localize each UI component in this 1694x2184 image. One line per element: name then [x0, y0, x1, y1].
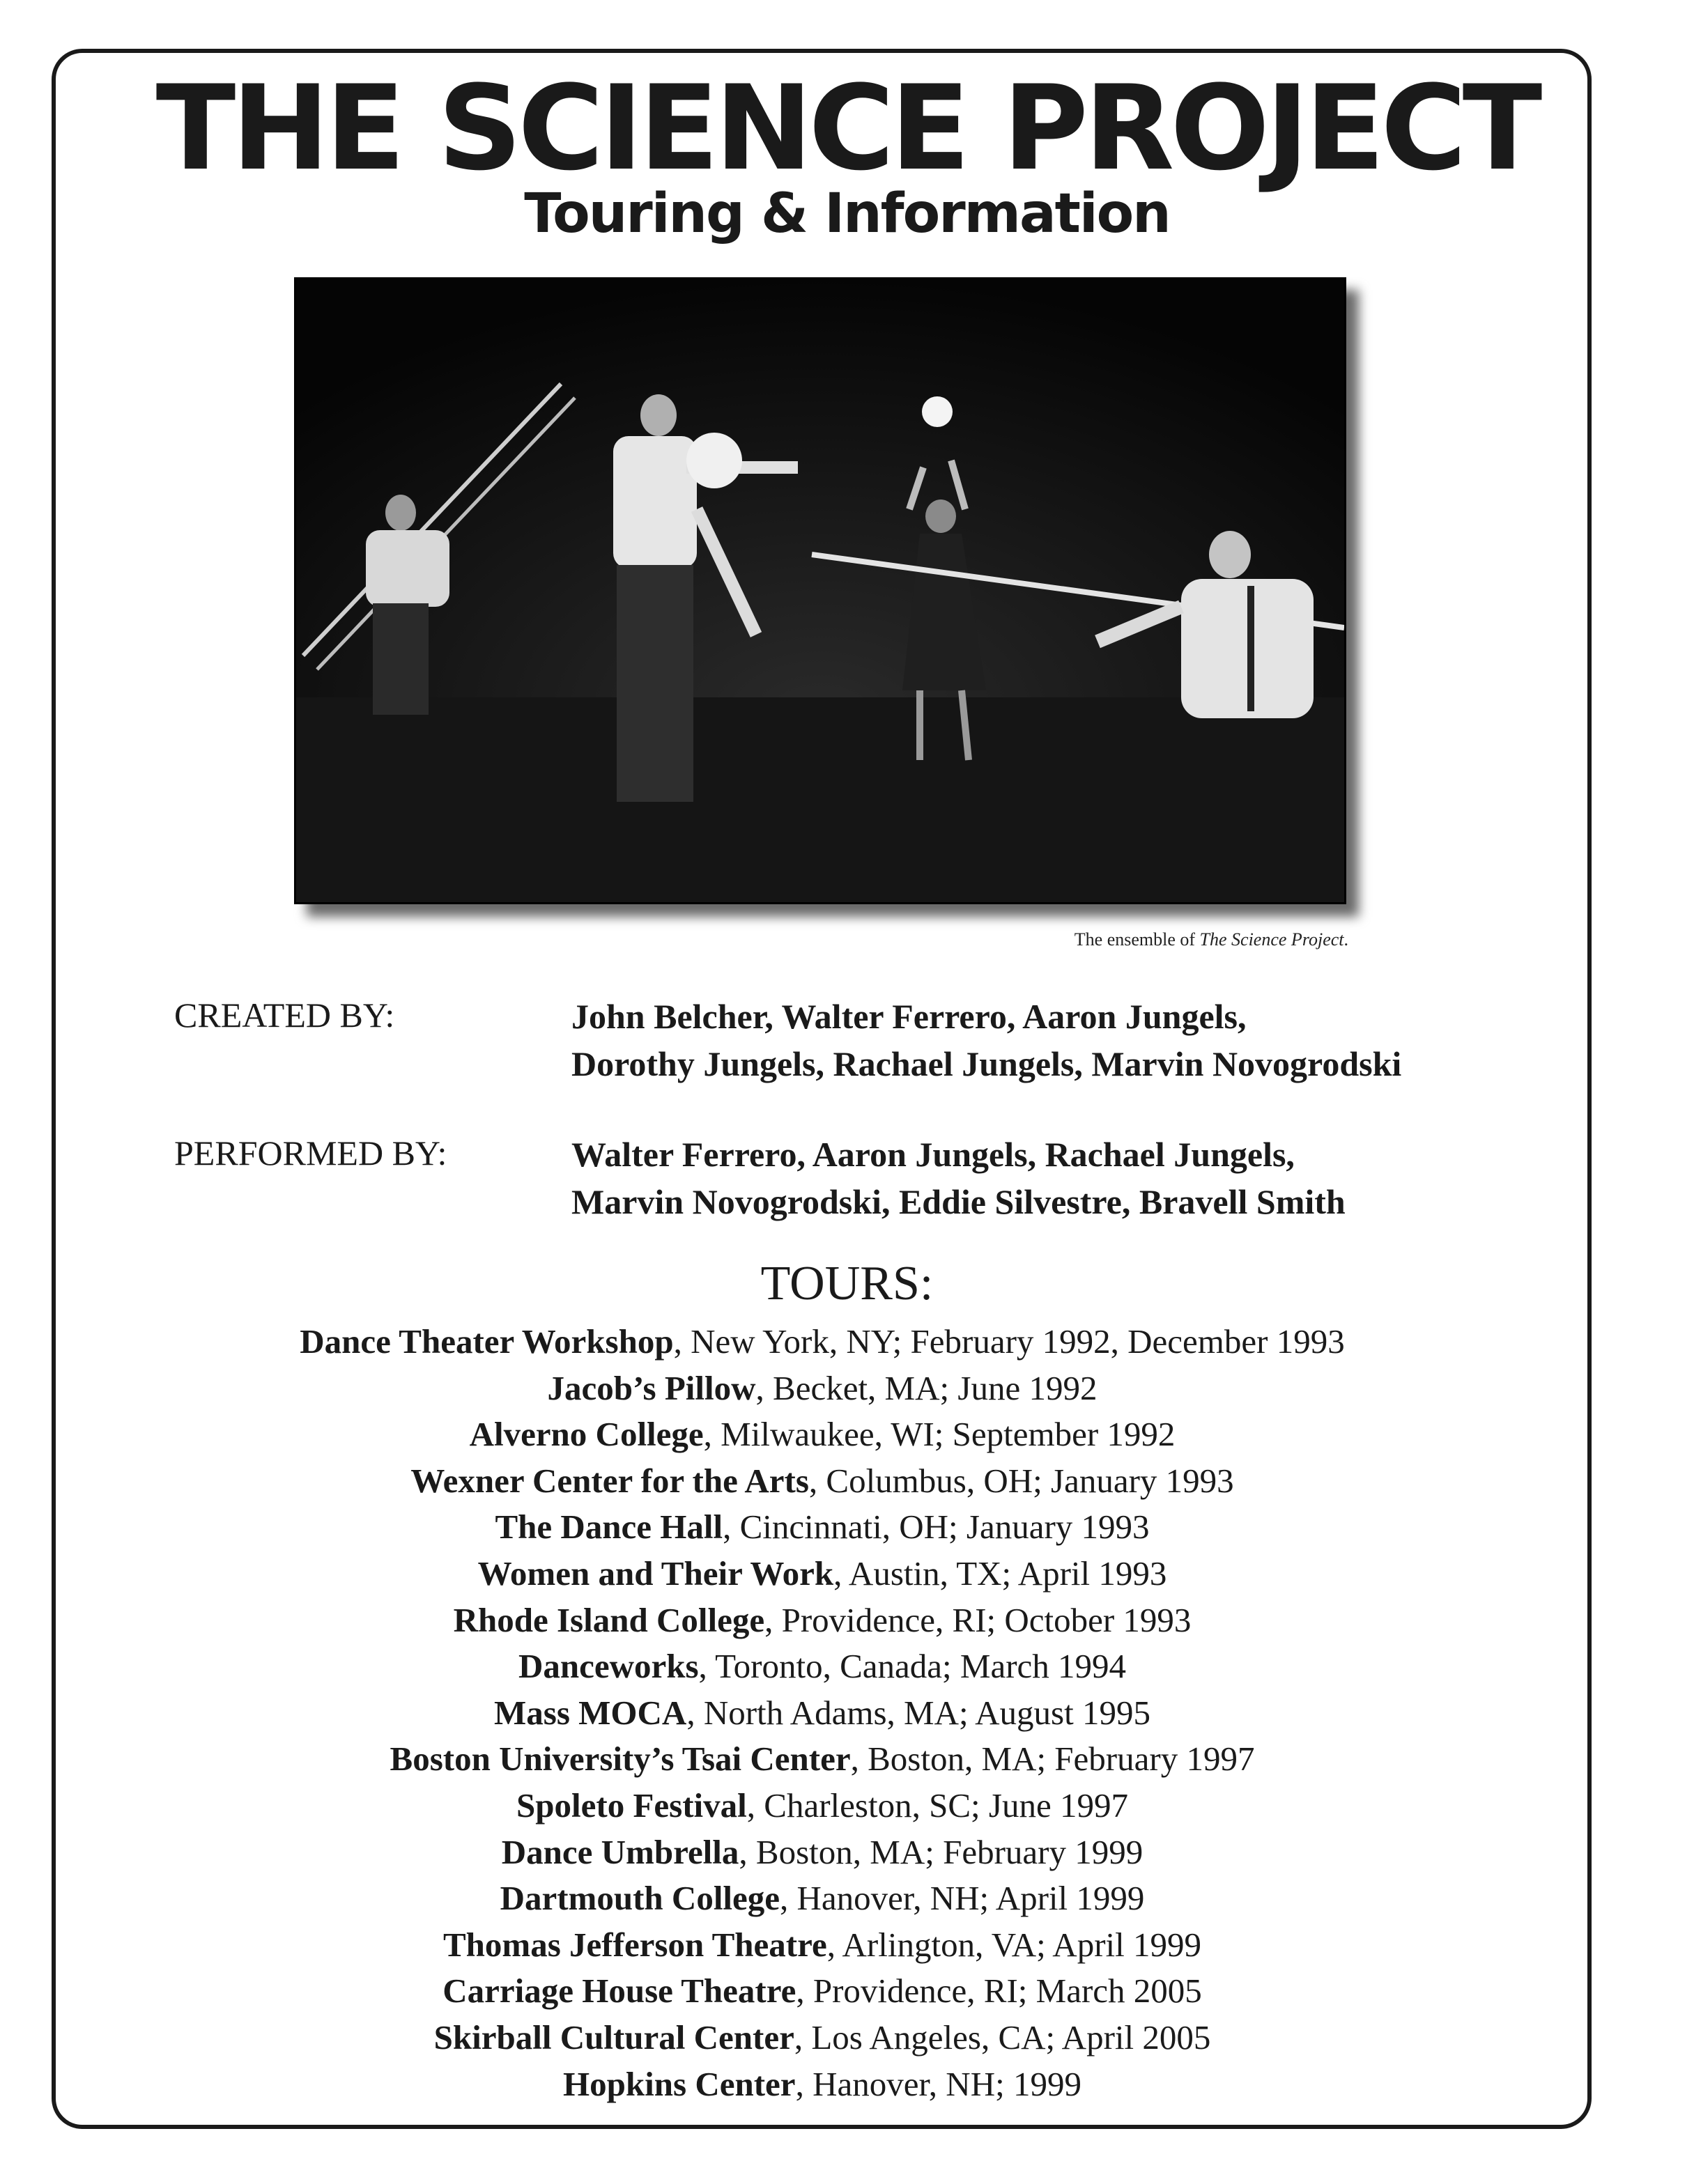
- tour-item: [84, 1411, 1561, 1458]
- tour-item: [84, 2015, 1561, 2061]
- tour-item: [84, 1319, 1561, 1365]
- tour-venue: Danceworks: [518, 1647, 699, 1686]
- caption-suffix: .: [1343, 929, 1348, 950]
- created-by-names: [571, 993, 1401, 1087]
- tour-details: , New York, NY; February 1992, December 1993: [673, 1322, 1345, 1361]
- tour-venue: Dance Umbrella: [501, 1832, 739, 1871]
- performed-by-line-1: Walter Ferrero, Aaron Jungels, Rachael Jungels,: [571, 1135, 1295, 1174]
- tour-venue: Thomas Jefferson Theatre: [442, 1925, 827, 1964]
- tour-item: [84, 1643, 1561, 1690]
- tour-item: [84, 1597, 1561, 1644]
- tour-details: , Providence, RI; March 2005: [796, 1972, 1202, 2011]
- tour-venue: Carriage House Theatre: [442, 1972, 796, 2011]
- tour-details: , Providence, RI; October 1993: [764, 1600, 1192, 1639]
- tour-venue: Dartmouth College: [500, 1879, 780, 1918]
- tour-venue: Hopkins Center: [563, 2064, 796, 2103]
- tour-venue: Rhode Island College: [453, 1600, 765, 1639]
- tour-item: [84, 1736, 1561, 1783]
- tour-item: [84, 2061, 1561, 2108]
- tour-venue: Alverno College: [469, 1415, 704, 1454]
- tour-venue: Wexner Center for the Arts: [410, 1461, 809, 1500]
- tour-venue: The Dance Hall: [495, 1508, 723, 1547]
- tour-item: [84, 1829, 1561, 1876]
- tours-heading: TOURS:: [760, 1257, 934, 1310]
- performed-by-label: PERFORMED BY:: [174, 1133, 447, 1172]
- tour-details: , Cincinnati, OH; January 1993: [723, 1508, 1150, 1547]
- tour-details: , Charleston, SC; June 1997: [746, 1786, 1128, 1825]
- caption-prefix: The ensemble of: [1074, 929, 1200, 950]
- tour-details: , Becket, MA; June 1992: [755, 1368, 1098, 1407]
- tour-details: , Los Angeles, CA; April 2005: [794, 2018, 1211, 2057]
- tour-venue: Boston University’s Tsai Center: [390, 1740, 851, 1779]
- caption-title: The Science Project: [1199, 929, 1344, 950]
- tour-item: [84, 1783, 1561, 1829]
- tour-item: [84, 1504, 1561, 1551]
- tour-venue: Women and Their Work: [477, 1554, 834, 1593]
- page-title: THE SCIENCE PROJECT: [155, 60, 1539, 196]
- tour-details: , Milwaukee, WI; September 1992: [703, 1415, 1176, 1454]
- tour-details: , Arlington, VA; April 1999: [826, 1925, 1201, 1964]
- tour-item: [84, 1690, 1561, 1737]
- tour-venue: Dance Theater Workshop: [300, 1322, 674, 1361]
- tour-details: , Boston, MA; February 1997: [850, 1740, 1255, 1779]
- tour-details: , Austin, TX; April 1993: [833, 1554, 1167, 1593]
- created-by-line-2: Dorothy Jungels, Rachael Jungels, Marvin Novogrodski: [571, 1044, 1402, 1083]
- tour-details: , Hanover, NH; April 1999: [780, 1879, 1145, 1918]
- performed-by-names: [571, 1131, 1346, 1225]
- tours-list: [84, 1319, 1561, 2107]
- tour-details: , Hanover, NH; 1999: [795, 2064, 1081, 2103]
- tour-item: [84, 1365, 1561, 1412]
- photo-caption: [1075, 929, 1348, 950]
- tour-venue: Spoleto Festival: [516, 1786, 747, 1825]
- tour-item: [84, 1551, 1561, 1597]
- created-by-label: CREATED BY:: [174, 996, 395, 1035]
- performed-by-line-2: Marvin Novogrodski, Eddie Silvestre, Bravell Smith: [571, 1182, 1346, 1221]
- tour-details: , Boston, MA; February 1999: [739, 1832, 1144, 1871]
- tour-item: [84, 1875, 1561, 1922]
- tour-details: , Columbus, OH; January 1993: [808, 1461, 1234, 1500]
- tour-item: [84, 1922, 1561, 1969]
- tour-details: , North Adams, MA; August 1995: [686, 1693, 1150, 1732]
- page-subtitle: Touring & Information: [524, 183, 1170, 245]
- tour-item: [84, 1458, 1561, 1505]
- tour-item: [84, 1968, 1561, 2015]
- ensemble-photo: [294, 277, 1346, 904]
- created-by-line-1: John Belcher, Walter Ferrero, Aaron Jungels,: [571, 997, 1247, 1036]
- tour-venue: Skirball Cultural Center: [433, 2018, 794, 2057]
- tour-details: , Toronto, Canada; March 1994: [698, 1647, 1127, 1686]
- tour-venue: Mass MOCA: [494, 1693, 687, 1732]
- tour-venue: Jacob’s Pillow: [547, 1368, 756, 1407]
